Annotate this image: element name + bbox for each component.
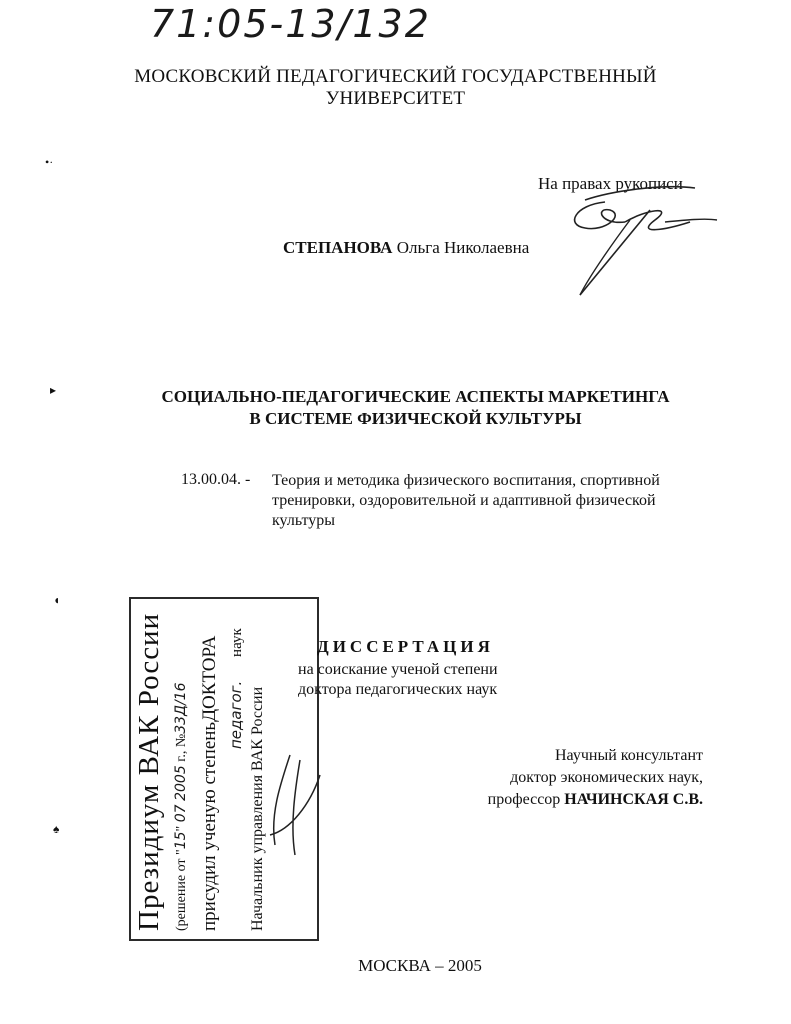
manuscript-rights-note: На правах рукописи — [538, 174, 683, 193]
stamp-line-4 — [227, 628, 246, 749]
stamp-decision-day: 15 — [173, 831, 189, 850]
university-line-1: МОСКОВСКИЙ ПЕДАГОГИЧЕСКИЙ ГОСУДАРСТВЕННЫЙ — [134, 66, 657, 87]
scientific-advisor — [440, 745, 703, 811]
stamp-line-2 — [173, 682, 190, 931]
stamp-decision-prefix: (решение от " — [174, 849, 189, 931]
advisor-degree: доктор экономических наук, — [510, 769, 703, 786]
university-line-2: УНИВЕРСИТЕТ — [325, 88, 466, 109]
stamp-decision-number: 33Д/16 — [173, 682, 189, 734]
specialty-line-2: тренировки, оздоровительной и адаптивной физической — [272, 492, 656, 509]
specialty-description — [272, 471, 742, 531]
title-line-2: В СИСТЕМЕ ФИЗИЧЕСКОЙ КУЛЬТУРЫ — [249, 409, 582, 428]
degree-line-2: доктора педагогических наук — [298, 681, 498, 698]
stamp-decision-mid: " — [174, 822, 189, 832]
stamp-line-1: Президиум ВАК России — [133, 612, 165, 931]
stamp-degree: ДОКТОРА — [199, 635, 220, 722]
advisor-name: НАЧИНСКАЯ С.В. — [564, 791, 703, 808]
advisor-role: Научный консультант — [555, 747, 703, 764]
stamp-line-5: Начальник управления ВАК России — [249, 686, 266, 931]
stamp-decision-suffix: г., № — [174, 733, 189, 766]
stamp-line-3 — [199, 636, 221, 931]
stamp-decision-month: 07 — [173, 804, 189, 823]
stamp-field-suffix: наук — [229, 628, 245, 657]
specialty-code: 13.00.04. - — [181, 471, 251, 488]
advisor-title: профессор — [487, 791, 561, 808]
university-name — [0, 66, 791, 110]
title-line-1: СОЦИАЛЬНО-ПЕДАГОГИЧЕСКИЕ АСПЕКТЫ МАРКЕТИНГА — [161, 387, 670, 406]
dissertation-heading: ДИССЕРТАЦИЯ — [317, 637, 494, 656]
dissertation-title — [0, 386, 791, 430]
author-surname: СТЕПАНОВА — [283, 238, 393, 257]
author-given-names: Ольга Николаевна — [396, 238, 530, 257]
specialty-line-3: культуры — [272, 512, 336, 529]
degree-sought — [298, 660, 498, 700]
specialty-line-1: Теория и методика физического воспитания, спортивной — [272, 472, 660, 489]
degree-line-1: на соискание ученой степени — [298, 661, 498, 678]
author-name — [283, 238, 529, 258]
advisor-title-name — [440, 789, 703, 811]
city-year: МОСКВА – 2005 — [358, 956, 482, 975]
archive-number: 71:05-13/132 — [150, 2, 431, 46]
stamp-field: педагог. — [227, 680, 245, 749]
author-signature — [555, 180, 725, 300]
stamp-decision-year: 2005 — [173, 765, 189, 801]
stamp-awarded-text: присудил ученую степень — [199, 721, 220, 931]
stamp-signature — [250, 745, 330, 865]
